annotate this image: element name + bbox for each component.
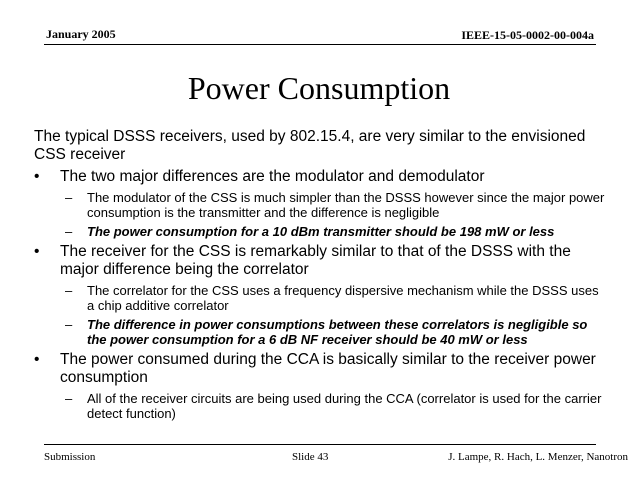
footer-divider bbox=[44, 444, 596, 445]
bullet-icon: • bbox=[34, 243, 40, 260]
bullet-3-sub-1 bbox=[34, 391, 609, 421]
bullet-2-text: The receiver for the CSS is remarkably similar to that of the DSSS with the major difference being the correlator bbox=[60, 243, 571, 278]
dash-icon: – bbox=[65, 317, 73, 332]
bullet-2-sub-1-text: The correlator for the CSS uses a frequency dispersive mechanism while the DSSS uses a chip additive correlator bbox=[87, 283, 599, 313]
footer-slide-number: Slide 43 bbox=[292, 451, 329, 463]
bullet-1-sub-1 bbox=[34, 190, 609, 220]
dash-icon: – bbox=[65, 391, 73, 406]
bullet-2-sub-2-text: The difference in power consumptions between these correlators is negligible so the power consumption for a 6 dB NF receiver should be 40 mW or less bbox=[87, 317, 588, 347]
bullet-1-sub-2 bbox=[34, 224, 609, 239]
header-divider bbox=[44, 44, 596, 45]
footer-submission: Submission bbox=[44, 451, 96, 463]
bullet-1-sub-1-text: The modulator of the CSS is much simpler than the DSSS however since the major power consumption is the transmitter and the difference is negligible bbox=[87, 190, 605, 220]
intro-line: The typical DSSS receivers, used by 802.15.4, are very similar to the envisioned CSS receiver bbox=[34, 128, 586, 163]
dash-icon: – bbox=[65, 190, 73, 205]
slide-title: Power Consumption bbox=[187, 70, 451, 106]
bullet-2-sub-1 bbox=[34, 283, 609, 313]
dash-icon: – bbox=[65, 283, 73, 298]
bullet-icon: • bbox=[34, 168, 40, 185]
intro-text bbox=[34, 128, 609, 164]
slide-body bbox=[34, 128, 609, 425]
footer-authors: J. Lampe, R. Hach, L. Menzer, Nanotron bbox=[448, 451, 628, 463]
bullet-3 bbox=[34, 351, 609, 387]
bullet-2 bbox=[34, 243, 609, 279]
bullet-icon: • bbox=[34, 351, 40, 368]
header-date: January 2005 bbox=[46, 27, 116, 41]
bullet-1-sub-2-text: The power consumption for a 10 dBm transmitter should be 198 mW or less bbox=[87, 224, 555, 239]
bullet-1 bbox=[34, 168, 609, 186]
bullet-2-sub-2 bbox=[34, 317, 609, 347]
header-doc-id: IEEE-15-05-0002-00-004a bbox=[461, 28, 594, 42]
bullet-3-text: The power consumed during the CCA is basically similar to the receiver power consumption bbox=[60, 351, 596, 386]
bullet-3-sub-1-text: All of the receiver circuits are being used during the CCA (correlator is used for the carrier detect function) bbox=[87, 391, 602, 421]
bullet-1-text: The two major differences are the modulator and demodulator bbox=[60, 168, 485, 185]
dash-icon: – bbox=[65, 224, 73, 239]
